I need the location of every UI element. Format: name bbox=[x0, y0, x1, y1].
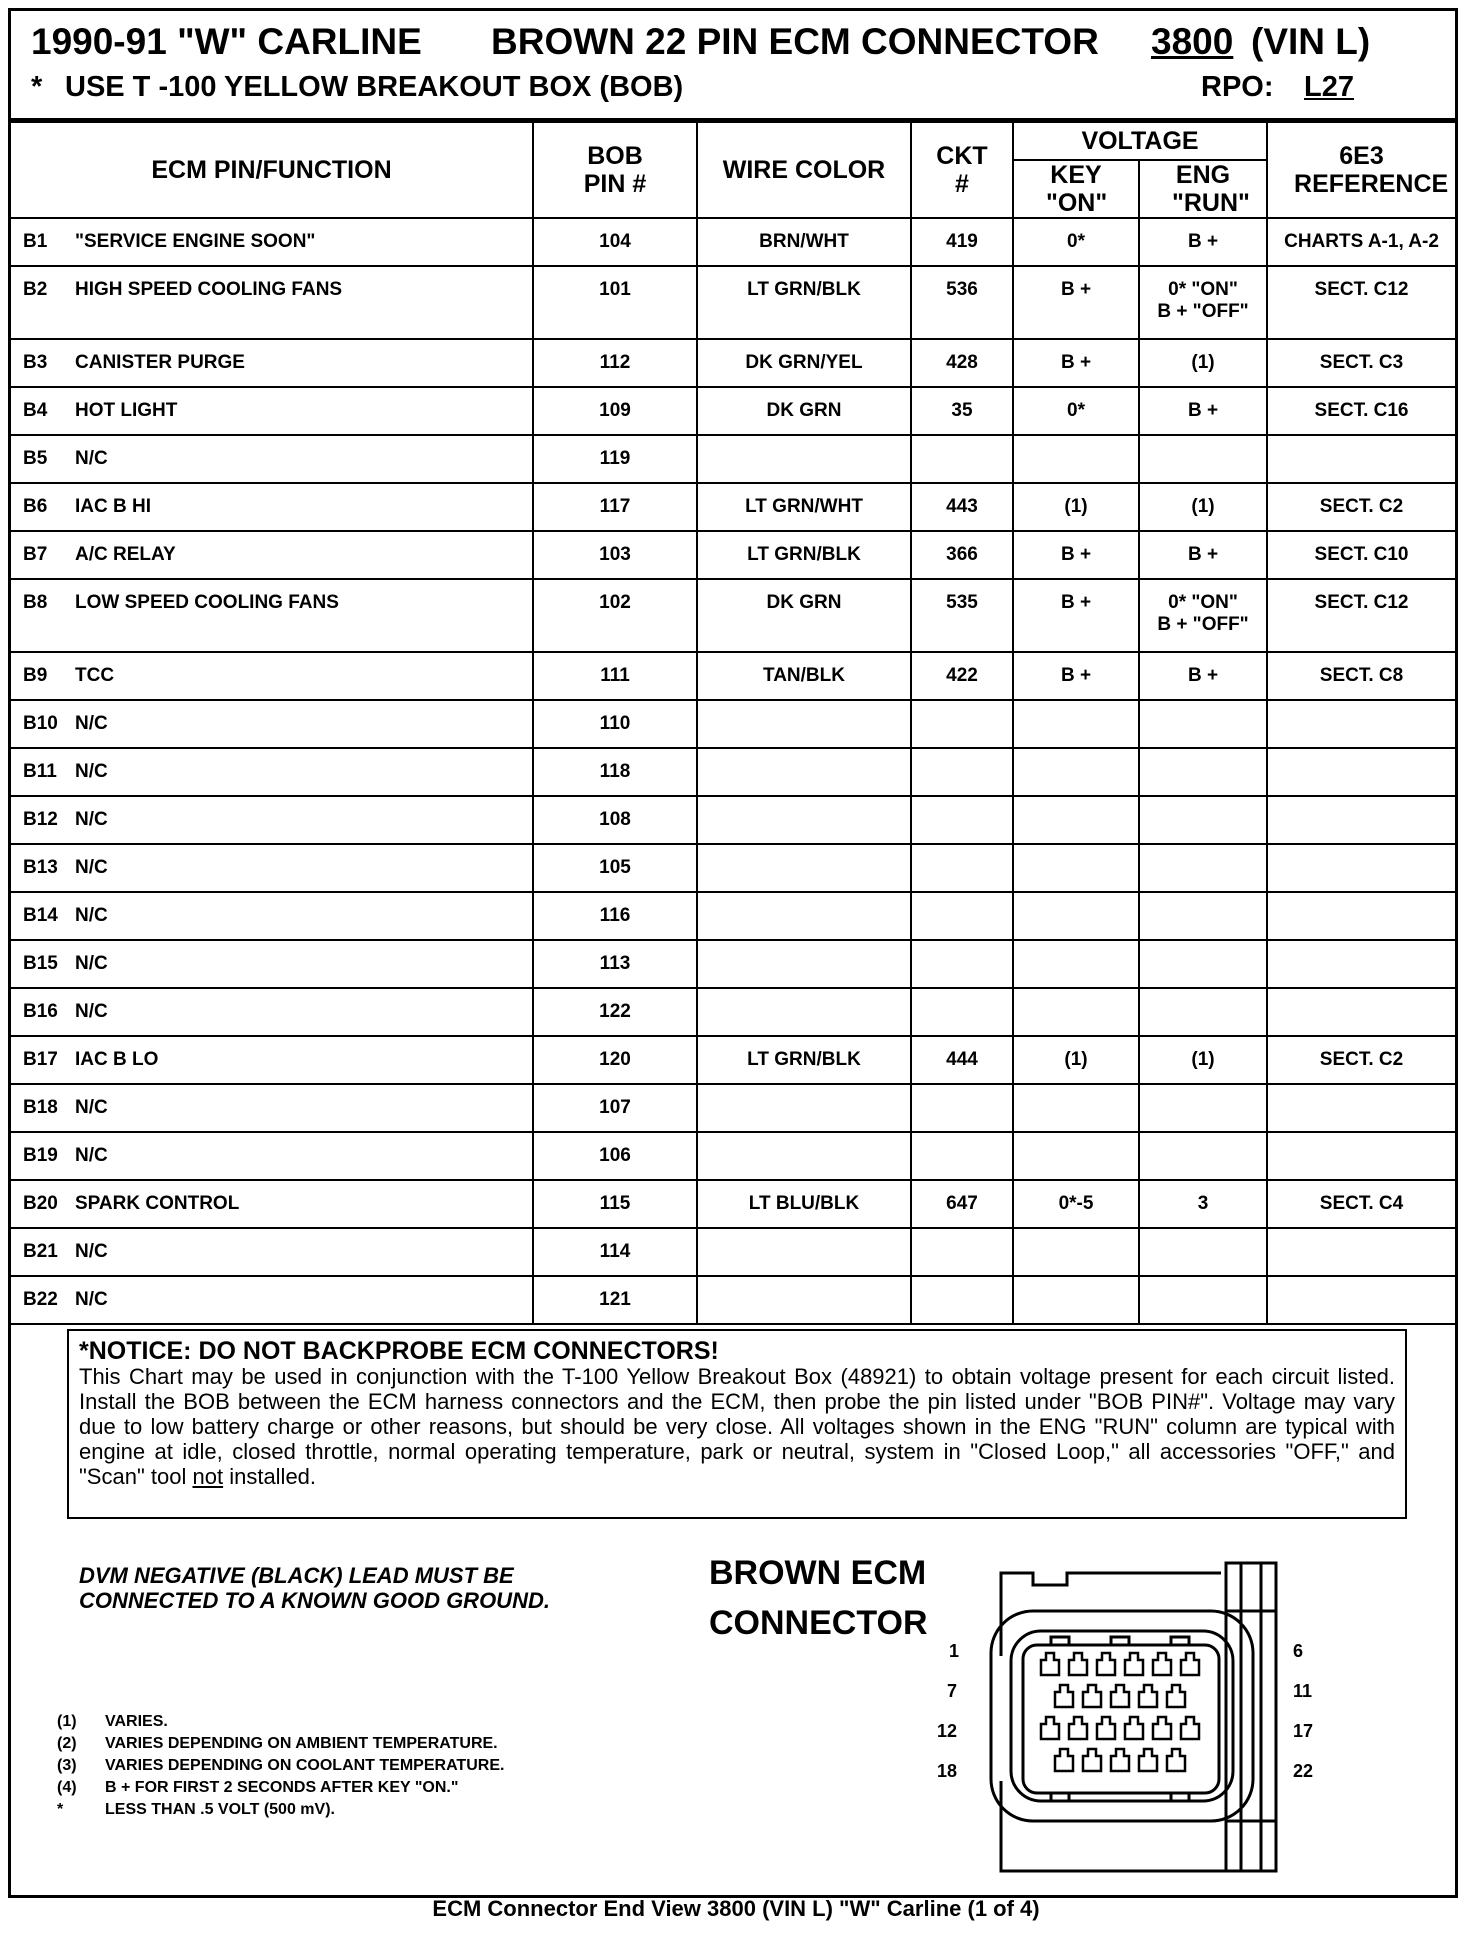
pin-id: B11 bbox=[23, 761, 57, 782]
table-row bbox=[11, 892, 1455, 940]
note-item: (4) B + FOR FIRST 2 SECONDS AFTER KEY "ON." bbox=[57, 1779, 459, 1796]
pin-cavity bbox=[1125, 1717, 1143, 1739]
pin-rows bbox=[11, 218, 1455, 1324]
cell-pin-function bbox=[11, 1228, 533, 1276]
pin-label-12: 12 bbox=[937, 1721, 958, 1741]
cell-ckt bbox=[911, 844, 1013, 892]
cell-bob: 102 bbox=[533, 579, 697, 652]
cell-key-on bbox=[1013, 1276, 1139, 1324]
cell-eng-run bbox=[1139, 1132, 1267, 1180]
pin-function: IAC B LO bbox=[75, 1049, 159, 1070]
cell-eng-run: B + bbox=[1139, 652, 1267, 700]
cell-key-on: 0* bbox=[1013, 387, 1139, 435]
pin-cavity bbox=[1153, 1653, 1171, 1675]
col-bob-pin: BOB PIN # bbox=[533, 122, 697, 218]
pin-id: B20 bbox=[23, 1193, 58, 1214]
cell-ckt bbox=[911, 748, 1013, 796]
cell-eng-run bbox=[1139, 796, 1267, 844]
pin-function: N/C bbox=[75, 1001, 108, 1022]
cell-bob: 122 bbox=[533, 988, 697, 1036]
notice-body-end: installed. bbox=[229, 1464, 317, 1489]
table-row bbox=[11, 579, 1455, 652]
cell-key-on: 0*-5 bbox=[1013, 1180, 1139, 1228]
cell-wire: DK GRN bbox=[697, 579, 911, 652]
col-reference: 6E3 REFERENCE bbox=[1267, 122, 1455, 218]
cell-ref bbox=[1267, 1276, 1455, 1324]
rpo-label: RPO: bbox=[1201, 71, 1274, 103]
cell-pin-function bbox=[11, 483, 533, 531]
note-item: (3) VARIES DEPENDING ON COOLANT TEMPERATURE. bbox=[57, 1757, 505, 1774]
cell-ref bbox=[1267, 940, 1455, 988]
cell-key-on bbox=[1013, 988, 1139, 1036]
pin-id: B17 bbox=[23, 1049, 58, 1070]
pin-id: B19 bbox=[23, 1145, 58, 1166]
col-pin-function: ECM PIN/FUNCTION bbox=[11, 122, 533, 218]
dvm-line-1: DVM NEGATIVE (BLACK) LEAD MUST BE bbox=[79, 1563, 514, 1588]
cell-key-on bbox=[1013, 700, 1139, 748]
table-row bbox=[11, 844, 1455, 892]
title-years: 1990-91 "W" CARLINE bbox=[31, 21, 422, 62]
rpo-value: L27 bbox=[1304, 71, 1354, 103]
cell-pin-function bbox=[11, 266, 533, 339]
pin-cavity bbox=[1055, 1749, 1073, 1771]
cell-key-on bbox=[1013, 1084, 1139, 1132]
cell-ckt bbox=[911, 940, 1013, 988]
cell-bob: 118 bbox=[533, 748, 697, 796]
pin-cavity bbox=[1111, 1749, 1129, 1771]
pin-id: B16 bbox=[23, 1001, 58, 1022]
pin-id: B9 bbox=[23, 665, 48, 686]
cell-key-on: 0* bbox=[1013, 218, 1139, 266]
cell-bob: 107 bbox=[533, 1084, 697, 1132]
cell-key-on: B + bbox=[1013, 579, 1139, 652]
pin-cavity bbox=[1041, 1653, 1059, 1675]
cell-pin-function bbox=[11, 700, 533, 748]
pin-function: N/C bbox=[75, 953, 108, 974]
cell-ckt: 35 bbox=[911, 387, 1013, 435]
cell-eng-run bbox=[1139, 748, 1267, 796]
note-item: (2) VARIES DEPENDING ON AMBIENT TEMPERATURE. bbox=[57, 1735, 498, 1752]
pin-cavity bbox=[1069, 1717, 1087, 1739]
table-row bbox=[11, 531, 1455, 579]
cell-ckt bbox=[911, 1276, 1013, 1324]
pin-function: "SERVICE ENGINE SOON" bbox=[75, 231, 316, 252]
pin-id: B15 bbox=[23, 953, 58, 974]
cell-ref: SECT. C3 bbox=[1267, 339, 1455, 387]
cell-wire bbox=[697, 1132, 911, 1180]
pin-function: N/C bbox=[75, 448, 108, 469]
cell-eng-run: B + bbox=[1139, 531, 1267, 579]
cell-ref: SECT. C10 bbox=[1267, 531, 1455, 579]
pin-id: B1 bbox=[23, 231, 48, 252]
connector-title-line1: BROWN ECM bbox=[709, 1554, 927, 1592]
pin-label-11: 11 bbox=[1293, 1681, 1313, 1701]
cell-wire bbox=[697, 988, 911, 1036]
cell-eng-run: B + bbox=[1139, 387, 1267, 435]
cell-ref bbox=[1267, 700, 1455, 748]
cell-ckt: 428 bbox=[911, 339, 1013, 387]
cell-bob: 119 bbox=[533, 435, 697, 483]
col-eng-run: ENG "RUN" bbox=[1139, 160, 1267, 218]
cell-key-on bbox=[1013, 796, 1139, 844]
cell-key-on: (1) bbox=[1013, 483, 1139, 531]
pin-label-6: 6 bbox=[1293, 1641, 1304, 1661]
cell-wire bbox=[697, 844, 911, 892]
cell-wire: TAN/BLK bbox=[697, 652, 911, 700]
dvm-instruction bbox=[79, 1563, 550, 1613]
cell-bob: 106 bbox=[533, 1132, 697, 1180]
pin-cavity bbox=[1083, 1749, 1101, 1771]
table-row bbox=[11, 1228, 1455, 1276]
table-row bbox=[11, 700, 1455, 748]
cell-key-on: B + bbox=[1013, 531, 1139, 579]
pin-function: N/C bbox=[75, 713, 108, 734]
pin-function: N/C bbox=[75, 1097, 108, 1118]
cell-key-on bbox=[1013, 844, 1139, 892]
cell-eng-run bbox=[1139, 988, 1267, 1036]
cell-ref bbox=[1267, 1228, 1455, 1276]
table-row bbox=[11, 1132, 1455, 1180]
pin-function: IAC B HI bbox=[75, 496, 151, 517]
eng-run-line: 0* "ON" bbox=[1168, 592, 1238, 613]
connector-title bbox=[709, 1548, 928, 1648]
pin-cavity bbox=[1167, 1685, 1185, 1707]
cell-eng-run: (1) bbox=[1139, 1036, 1267, 1084]
cell-wire bbox=[697, 435, 911, 483]
pin-label-18: 18 bbox=[937, 1761, 958, 1781]
cell-ref: CHARTS A-1, A-2 bbox=[1267, 218, 1455, 266]
cell-ckt: 647 bbox=[911, 1180, 1013, 1228]
pin-id: B8 bbox=[23, 592, 48, 613]
pin-function: CANISTER PURGE bbox=[75, 352, 245, 373]
cell-pin-function bbox=[11, 387, 533, 435]
pin-function: SPARK CONTROL bbox=[75, 1193, 240, 1214]
table-row bbox=[11, 387, 1455, 435]
cell-ckt: 422 bbox=[911, 652, 1013, 700]
cell-pin-function bbox=[11, 1036, 533, 1084]
pin-function: N/C bbox=[75, 1289, 108, 1310]
cell-bob: 112 bbox=[533, 339, 697, 387]
pin-function: N/C bbox=[75, 1241, 108, 1262]
col-key-on: KEY "ON" bbox=[1013, 160, 1139, 218]
pin-label-1: 1 bbox=[949, 1641, 960, 1661]
cell-wire: LT BLU/BLK bbox=[697, 1180, 911, 1228]
cell-bob: 120 bbox=[533, 1036, 697, 1084]
pin-function: N/C bbox=[75, 905, 108, 926]
pin-function: N/C bbox=[75, 857, 108, 878]
pin-function: LOW SPEED COOLING FANS bbox=[75, 592, 339, 613]
subtitle: USE T -100 YELLOW BREAKOUT BOX (BOB) bbox=[65, 71, 684, 103]
pin-cavity bbox=[1097, 1653, 1115, 1675]
cell-ref: SECT. C2 bbox=[1267, 1036, 1455, 1084]
table-row bbox=[11, 483, 1455, 531]
cell-key-on: (1) bbox=[1013, 1036, 1139, 1084]
pin-label-7: 7 bbox=[947, 1681, 958, 1701]
document-page bbox=[8, 8, 1458, 1898]
pin-function: HOT LIGHT bbox=[75, 400, 178, 421]
table-row bbox=[11, 988, 1455, 1036]
pin-cavity bbox=[1111, 1685, 1129, 1707]
cell-key-on bbox=[1013, 1132, 1139, 1180]
cell-ref bbox=[1267, 435, 1455, 483]
cell-ckt: 419 bbox=[911, 218, 1013, 266]
cell-bob: 121 bbox=[533, 1276, 697, 1324]
cell-eng-run: B + bbox=[1139, 218, 1267, 266]
cell-eng-run bbox=[1139, 940, 1267, 988]
cell-key-on bbox=[1013, 748, 1139, 796]
pin-id: B22 bbox=[23, 1289, 58, 1310]
cell-wire: DK GRN bbox=[697, 387, 911, 435]
cell-bob: 103 bbox=[533, 531, 697, 579]
cell-pin-function bbox=[11, 1276, 533, 1324]
footnotes bbox=[57, 1711, 504, 1821]
table-row bbox=[11, 1084, 1455, 1132]
pin-id: B10 bbox=[23, 713, 58, 734]
cell-ckt bbox=[911, 1228, 1013, 1276]
cell-ref bbox=[1267, 748, 1455, 796]
pin-cavity bbox=[1139, 1749, 1157, 1771]
page-footer: ECM Connector End View 3800 (VIN L) "W" Carline (1 of 4) bbox=[432, 1896, 1040, 1921]
cell-ckt: 443 bbox=[911, 483, 1013, 531]
cell-eng-run bbox=[1139, 1228, 1267, 1276]
cell-wire bbox=[697, 1276, 911, 1324]
notice-body: This Chart may be used in conjunction with the T-100 Yellow Breakout Box (48921) to obtain voltage present for each circuit listed. Install the BOB between the ECM harness connectors and the ECM, then probe the pin listed under "BOB PIN#". Voltage may vary due to low battery charge or other reasons, but should be very close. All voltages shown in the ENG "RUN" column are typical with engine at idle, closed throttle, normal operating temperature, park or neutral, system in "Closed Loop," all accessories "OFF," and "Scan" tool bbox=[79, 1364, 1395, 1489]
cell-bob: 111 bbox=[533, 652, 697, 700]
cell-bob: 108 bbox=[533, 796, 697, 844]
cell-bob: 101 bbox=[533, 266, 697, 339]
cell-ref: SECT. C12 bbox=[1267, 266, 1455, 339]
cell-bob: 113 bbox=[533, 940, 697, 988]
cell-key-on bbox=[1013, 892, 1139, 940]
cell-key-on: B + bbox=[1013, 266, 1139, 339]
cell-ckt bbox=[911, 1132, 1013, 1180]
pin-cavity bbox=[1069, 1653, 1087, 1675]
cell-ckt bbox=[911, 435, 1013, 483]
table-row bbox=[11, 652, 1455, 700]
dvm-line-2: CONNECTED TO A KNOWN GOOD GROUND. bbox=[79, 1588, 550, 1613]
cell-pin-function bbox=[11, 1132, 533, 1180]
table-row bbox=[11, 1036, 1455, 1084]
notice-title: *NOTICE: DO NOT BACKPROBE ECM CONNECTORS! bbox=[79, 1337, 719, 1365]
cell-bob: 114 bbox=[533, 1228, 697, 1276]
pin-id: B3 bbox=[23, 352, 48, 373]
cell-bob: 109 bbox=[533, 387, 697, 435]
cell-key-on bbox=[1013, 435, 1139, 483]
cell-pin-function bbox=[11, 796, 533, 844]
cell-wire bbox=[697, 700, 911, 748]
cell-ref: SECT. C8 bbox=[1267, 652, 1455, 700]
cell-ckt bbox=[911, 892, 1013, 940]
cell-ckt: 536 bbox=[911, 266, 1013, 339]
pin-id: B6 bbox=[23, 496, 48, 517]
table-row bbox=[11, 435, 1455, 483]
cell-pin-function bbox=[11, 435, 533, 483]
cell-pin-function bbox=[11, 844, 533, 892]
cell-ref: SECT. C12 bbox=[1267, 579, 1455, 652]
title-connector: BROWN 22 PIN ECM CONNECTOR bbox=[491, 21, 1099, 62]
cell-eng-run bbox=[1139, 1276, 1267, 1324]
cell-eng-run: 3 bbox=[1139, 1180, 1267, 1228]
pin-cavity bbox=[1181, 1653, 1199, 1675]
cell-eng-run bbox=[1139, 700, 1267, 748]
note-item: * LESS THAN .5 VOLT (500 mV). bbox=[57, 1801, 335, 1818]
cell-eng-run bbox=[1139, 579, 1267, 652]
table-row bbox=[11, 940, 1455, 988]
table-row bbox=[11, 218, 1455, 266]
pin-function: TCC bbox=[75, 665, 115, 686]
pin-label-22: 22 bbox=[1293, 1761, 1314, 1781]
cell-pin-function bbox=[11, 988, 533, 1036]
col-ckt: CKT # bbox=[911, 122, 1013, 218]
pin-cavity bbox=[1181, 1717, 1199, 1739]
cell-wire bbox=[697, 892, 911, 940]
table-row bbox=[11, 1276, 1455, 1324]
cell-ref: SECT. C4 bbox=[1267, 1180, 1455, 1228]
cell-eng-run bbox=[1139, 1084, 1267, 1132]
eng-run-line: 0* "ON" bbox=[1168, 279, 1238, 300]
connector-pins bbox=[1041, 1653, 1199, 1771]
cell-wire bbox=[697, 940, 911, 988]
pin-function: N/C bbox=[75, 761, 108, 782]
cell-wire bbox=[697, 1228, 911, 1276]
cell-pin-function bbox=[11, 652, 533, 700]
cell-wire bbox=[697, 1084, 911, 1132]
eng-run-line: B + "OFF" bbox=[1157, 614, 1249, 635]
cell-eng-run: (1) bbox=[1139, 339, 1267, 387]
cell-ckt bbox=[911, 988, 1013, 1036]
cell-bob: 115 bbox=[533, 1180, 697, 1228]
cell-ckt: 444 bbox=[911, 1036, 1013, 1084]
pin-id: B12 bbox=[23, 809, 58, 830]
table-row bbox=[11, 1180, 1455, 1228]
col-voltage: VOLTAGE bbox=[1013, 122, 1267, 160]
pin-id: B21 bbox=[23, 1241, 58, 1262]
table-row bbox=[11, 266, 1455, 339]
pin-label-17: 17 bbox=[1293, 1721, 1314, 1741]
cell-pin-function bbox=[11, 940, 533, 988]
cell-ref: SECT. C2 bbox=[1267, 483, 1455, 531]
cell-eng-run bbox=[1139, 266, 1267, 339]
pin-cavity bbox=[1125, 1653, 1143, 1675]
pin-cavity bbox=[1097, 1717, 1115, 1739]
pin-id: B13 bbox=[23, 857, 58, 878]
cell-wire: LT GRN/BLK bbox=[697, 531, 911, 579]
cell-key-on bbox=[1013, 1228, 1139, 1276]
cell-bob: 116 bbox=[533, 892, 697, 940]
pin-function: HIGH SPEED COOLING FANS bbox=[75, 279, 343, 300]
pin-cavity bbox=[1139, 1685, 1157, 1707]
cell-eng-run bbox=[1139, 892, 1267, 940]
cell-wire: LT GRN/WHT bbox=[697, 483, 911, 531]
cell-key-on: B + bbox=[1013, 339, 1139, 387]
cell-eng-run bbox=[1139, 844, 1267, 892]
cell-bob: 104 bbox=[533, 218, 697, 266]
cell-ref bbox=[1267, 1084, 1455, 1132]
cell-eng-run bbox=[1139, 435, 1267, 483]
cell-pin-function bbox=[11, 531, 533, 579]
cell-wire: DK GRN/YEL bbox=[697, 339, 911, 387]
cell-ref bbox=[1267, 988, 1455, 1036]
notice-box bbox=[67, 1329, 1407, 1519]
cell-bob: 110 bbox=[533, 700, 697, 748]
eng-run-line: B + "OFF" bbox=[1157, 301, 1249, 322]
pin-function: N/C bbox=[75, 809, 108, 830]
cell-ref bbox=[1267, 892, 1455, 940]
pin-id: B4 bbox=[23, 400, 48, 421]
cell-eng-run: (1) bbox=[1139, 483, 1267, 531]
pin-cavity bbox=[1083, 1685, 1101, 1707]
cell-wire bbox=[697, 796, 911, 844]
cell-wire: LT GRN/BLK bbox=[697, 1036, 911, 1084]
cell-pin-function bbox=[11, 748, 533, 796]
cell-ref bbox=[1267, 844, 1455, 892]
notice-not: not bbox=[192, 1464, 224, 1489]
cell-ref: SECT. C16 bbox=[1267, 387, 1455, 435]
pin-cavity bbox=[1153, 1717, 1171, 1739]
connector-diagram bbox=[971, 1551, 1289, 1881]
table-row bbox=[11, 796, 1455, 844]
cell-ckt: 535 bbox=[911, 579, 1013, 652]
pin-id: B14 bbox=[23, 905, 58, 926]
note-item: (1) VARIES. bbox=[57, 1713, 168, 1730]
cell-bob: 117 bbox=[533, 483, 697, 531]
pin-cavity bbox=[1041, 1717, 1059, 1739]
cell-pin-function bbox=[11, 339, 533, 387]
table-row bbox=[11, 339, 1455, 387]
cell-pin-function bbox=[11, 892, 533, 940]
cell-ckt bbox=[911, 1084, 1013, 1132]
pin-id: B18 bbox=[23, 1097, 58, 1118]
cell-pin-function bbox=[11, 579, 533, 652]
cell-key-on bbox=[1013, 940, 1139, 988]
table-row bbox=[11, 748, 1455, 796]
col-wire-color: WIRE COLOR bbox=[697, 122, 911, 218]
pin-function: N/C bbox=[75, 1145, 108, 1166]
title-vin: (VIN L) bbox=[1251, 21, 1371, 62]
pin-id: B7 bbox=[23, 544, 48, 565]
cell-wire bbox=[697, 748, 911, 796]
cell-pin-function bbox=[11, 218, 533, 266]
cell-bob: 105 bbox=[533, 844, 697, 892]
cell-wire: LT GRN/BLK bbox=[697, 266, 911, 339]
cell-pin-function bbox=[11, 1180, 533, 1228]
cell-ckt: 366 bbox=[911, 531, 1013, 579]
title-engine: 3800 bbox=[1151, 21, 1234, 62]
cell-wire: BRN/WHT bbox=[697, 218, 911, 266]
connector-title-line2: CONNECTOR bbox=[709, 1604, 928, 1642]
pin-table bbox=[11, 121, 1455, 1325]
pin-function: A/C RELAY bbox=[75, 544, 176, 565]
pin-id: B2 bbox=[23, 279, 48, 300]
cell-ckt bbox=[911, 796, 1013, 844]
subtitle-star: * bbox=[31, 71, 43, 103]
cell-ckt bbox=[911, 700, 1013, 748]
pin-id: B5 bbox=[23, 448, 48, 469]
cell-key-on: B + bbox=[1013, 652, 1139, 700]
pin-cavity bbox=[1167, 1749, 1185, 1771]
page-header bbox=[11, 11, 1455, 121]
cell-ref bbox=[1267, 1132, 1455, 1180]
pin-cavity bbox=[1055, 1685, 1073, 1707]
cell-pin-function bbox=[11, 1084, 533, 1132]
cell-ref bbox=[1267, 796, 1455, 844]
